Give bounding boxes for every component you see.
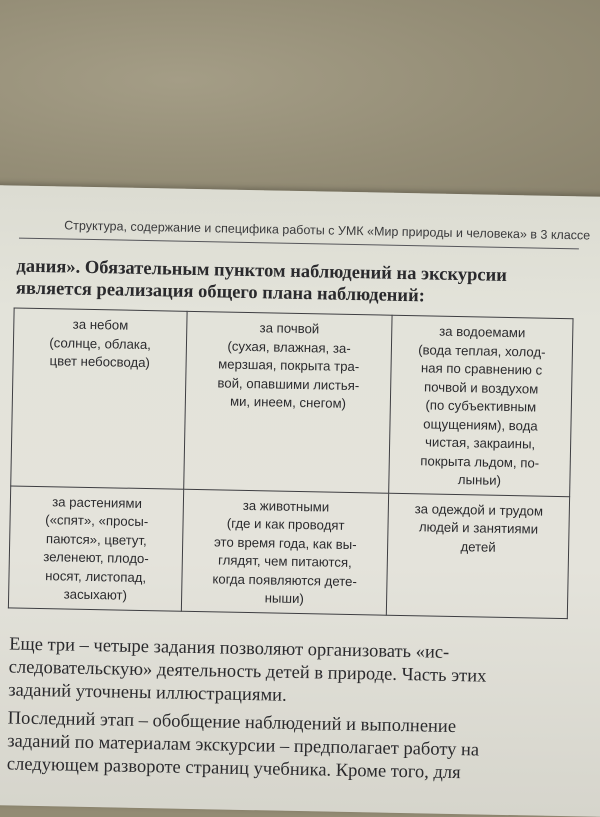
cell-animals [182, 489, 389, 615]
cell-line: лыньи) [457, 472, 502, 488]
running-head: Структура, содержание и специфика работы с УМК «Мир природы и человека» в 3 классе [64, 218, 591, 243]
table-row [8, 485, 569, 618]
cell-plants [8, 485, 184, 610]
cell-line: цвет небосвода) [49, 353, 151, 371]
intro-line: дания». Обязательным пунктом наблюдений на экскурсии [16, 256, 508, 286]
paragraph-line: следовательскую» деятельность детей в природе. Часть этих [8, 657, 487, 687]
cell-sky [11, 308, 188, 489]
cell-line: за водоемами [439, 323, 526, 341]
cell-line: почвой и воздухом [423, 378, 539, 397]
cell-line: мерзшая, покрыта тра- [218, 356, 360, 375]
cell-line: покрыта льдом, по- [420, 452, 540, 471]
book-page [0, 185, 600, 817]
cell-line: (солнце, облака, [49, 334, 152, 352]
cell-line: за почвой [259, 320, 320, 337]
paragraph-line: Последний этап – обобщение наблюдений и выполнение [7, 708, 457, 738]
cell-clothes [386, 493, 569, 618]
paragraph-line: следующем развороте страниц учебника. Кроме того, для [6, 754, 461, 784]
cell-line: чистая, закраины, [424, 434, 536, 452]
cell-line: засыхают) [63, 586, 128, 603]
cell-line: вой, опавшими листья- [217, 374, 360, 393]
cell-line: за небом [72, 316, 129, 333]
cell-line: ощущениям), вода [423, 415, 538, 434]
cell-line: за животными [242, 497, 330, 515]
cell-line: ныши) [264, 590, 304, 607]
paragraph-line: заданий по материалам экскурсии – предполагает работу на [7, 731, 480, 761]
cell-soil [184, 311, 392, 492]
cell-line: (где и как проводят [226, 515, 345, 533]
intro-line: является реализация общего плана наблюдений: [15, 278, 426, 307]
cell-water [389, 315, 573, 496]
observation-plan-table [8, 307, 574, 618]
cell-line: (по субъективным [425, 397, 537, 415]
table-row [11, 308, 573, 496]
cell-line: глядят, чем питаются, [217, 552, 352, 571]
cell-line: за растениями [52, 493, 143, 511]
cell-line: («спят», «просы- [45, 512, 149, 530]
cell-line: когда появляются дете- [212, 570, 357, 589]
cell-line: носят, листопад, [45, 567, 147, 585]
cell-line: зеленеют, плодо- [43, 549, 149, 567]
cell-line: ми, инеем, снегом) [229, 393, 347, 411]
paragraph-line: заданий уточнены иллюстрациями. [8, 680, 287, 706]
cell-line: детей [460, 538, 496, 555]
background-surface [0, 0, 600, 200]
cell-line: (вода теплая, холод- [418, 341, 546, 360]
cell-line: ная по сравнению с [420, 360, 543, 378]
cell-line: это время года, как вы- [213, 533, 357, 552]
cell-line: (сухая, влажная, за- [227, 338, 351, 356]
cell-line: за одеждой и трудом [414, 500, 544, 519]
cell-line: людей и занятиями [418, 519, 539, 537]
paragraph-line: Еще три – четыре задания позволяют организовать «ис- [8, 634, 450, 663]
cell-line: паются», цветут, [45, 530, 147, 548]
